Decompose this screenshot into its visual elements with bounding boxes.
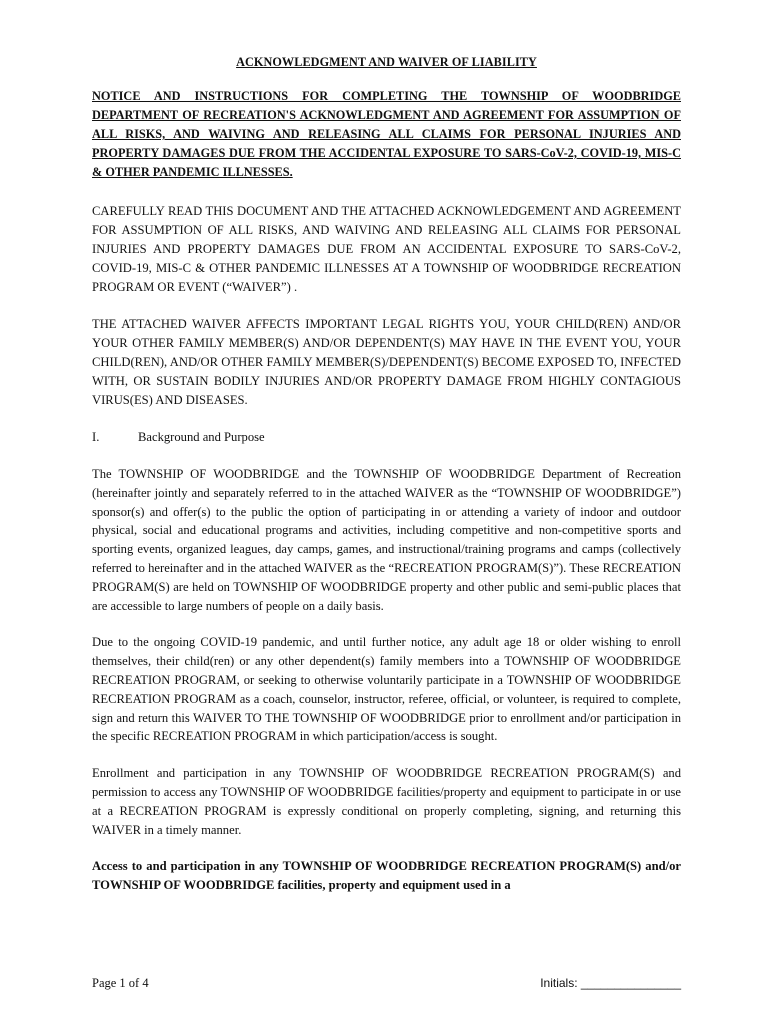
section-heading: [92, 428, 681, 447]
initials-field[interactable]: Initials: _______________: [540, 976, 681, 990]
page-footer: [92, 976, 681, 996]
section-title: Background and Purpose: [138, 430, 265, 444]
document-body: [92, 55, 681, 895]
caution-paragraph: THE ATTACHED WAIVER AFFECTS IMPORTANT LEGAL RIGHTS YOU, YOUR CHILD(REN) AND/OR YOUR OTHER FAMILY MEMBER(S) AND/OR DEPENDENT(S) MAY HAVE IN THE EVENT YOU, YOUR CHILD(REN), AND/OR OTHER FAMILY MEMBER(S)/DEPENDENT(S) BECOME EXPOSED TO, INFECTED WITH, OR SUSTAIN BODILY INJURIES AND/OR PROPERTY DAMAGE FROM HIGHLY CONTAGIOUS VIRUS(ES) AND DISEASES.: [92, 317, 681, 407]
section-number: I.: [92, 430, 100, 444]
document-title: ACKNOWLEDGMENT AND WAIVER OF LIABILITY: [236, 55, 537, 69]
caution-paragraph: CAREFULLY READ THIS DOCUMENT AND THE ATTACHED ACKNOWLEDGEMENT AND AGREEMENT FOR ASSUMPTION OF ALL RISKS, AND WAIVING AND RELEASING ALL CLAIMS FOR PERSONAL INJURIES AND PROPERTY DAMAGES DUE FROM AN ACCIDENTAL EXPOSURE TO SARS-CoV-2, COVID-19, MIS-C & OTHER PANDEMIC ILLNESSES AT A TOWNSHIP OF WOODBRIDGE RECREATION PROGRAM OR EVENT (“WAIVER”) .: [92, 204, 681, 294]
notice-heading: NOTICE AND INSTRUCTIONS FOR COMPLETING THE TOWNSHIP OF WOODBRIDGE DEPARTMENT OF RECREATION'S ACKNOWLEDGMENT AND AGREEMENT FOR ASSUMPTION OF ALL RISKS, AND WAIVING AND RELEASING ALL CLAIMS FOR PERSONAL INJURIES AND PROPERTY DAMAGES DUE FROM THE ACCIDENTAL EXPOSURE TO SARS-CoV-2, COVID-19, MIS-C & OTHER PANDEMIC ILLNESSES.: [92, 89, 681, 179]
bold-paragraph: Access to and participation in any TOWNSHIP OF WOODBRIDGE RECREATION PROGRAM(S) and/or TOWNSHIP OF WOODBRIDGE facilities, property and equipment used in a: [92, 859, 681, 893]
body-paragraph: Due to the ongoing COVID-19 pandemic, and until further notice, any adult age 18 or older wishing to enroll themselves, their child(ren) or any other dependent(s) family members into a TOWNSHIP OF WOODBRIDGE RECREATION PROGRAM, or seeking to otherwise voluntarily participate in a TOWNSHIP OF WOODBRIDGE RECREATION PROGRAM as a coach, counselor, instructor, referee, official, or volunteer, is required to complete, sign and return this WAIVER TO THE TOWNSHIP OF WOODBRIDGE prior to enrollment and/or participation in the specific RECREATION PROGRAM in which participation/access is sought.: [92, 635, 681, 744]
page-number: Page 1 of 4: [92, 976, 149, 990]
body-paragraph: Enrollment and participation in any TOWNSHIP OF WOODBRIDGE RECREATION PROGRAM(S) and permission to access any TOWNSHIP OF WOODBRIDGE facilities/property and equipment to participate in or use at a RECREATION PROGRAM is expressly conditional on properly completing, signing, and returning this WAIVER in a timely manner.: [92, 766, 681, 837]
body-paragraph: The TOWNSHIP OF WOODBRIDGE and the TOWNSHIP OF WOODBRIDGE Department of Recreation (hereinafter jointly and separately referred to in the attached WAIVER as the “TOWNSHIP OF WOODBRIDGE”) sponsor(s) and offer(s) to the public the option of participating in or attending a variety of indoor and outdoor physical, social and educational programs and activities, including competitive and non-competitive sports and sporting events, organized leagues, day camps, games, and instructional/training programs and camps (collectively referred to hereinafter and in the attached WAIVER as the “RECREATION PROGRAM(S)”). These RECREATION PROGRAM(S) are held on TOWNSHIP OF WOODBRIDGE property and other public and semi-public places that are accessible to large numbers of people on a daily basis.: [92, 467, 681, 613]
